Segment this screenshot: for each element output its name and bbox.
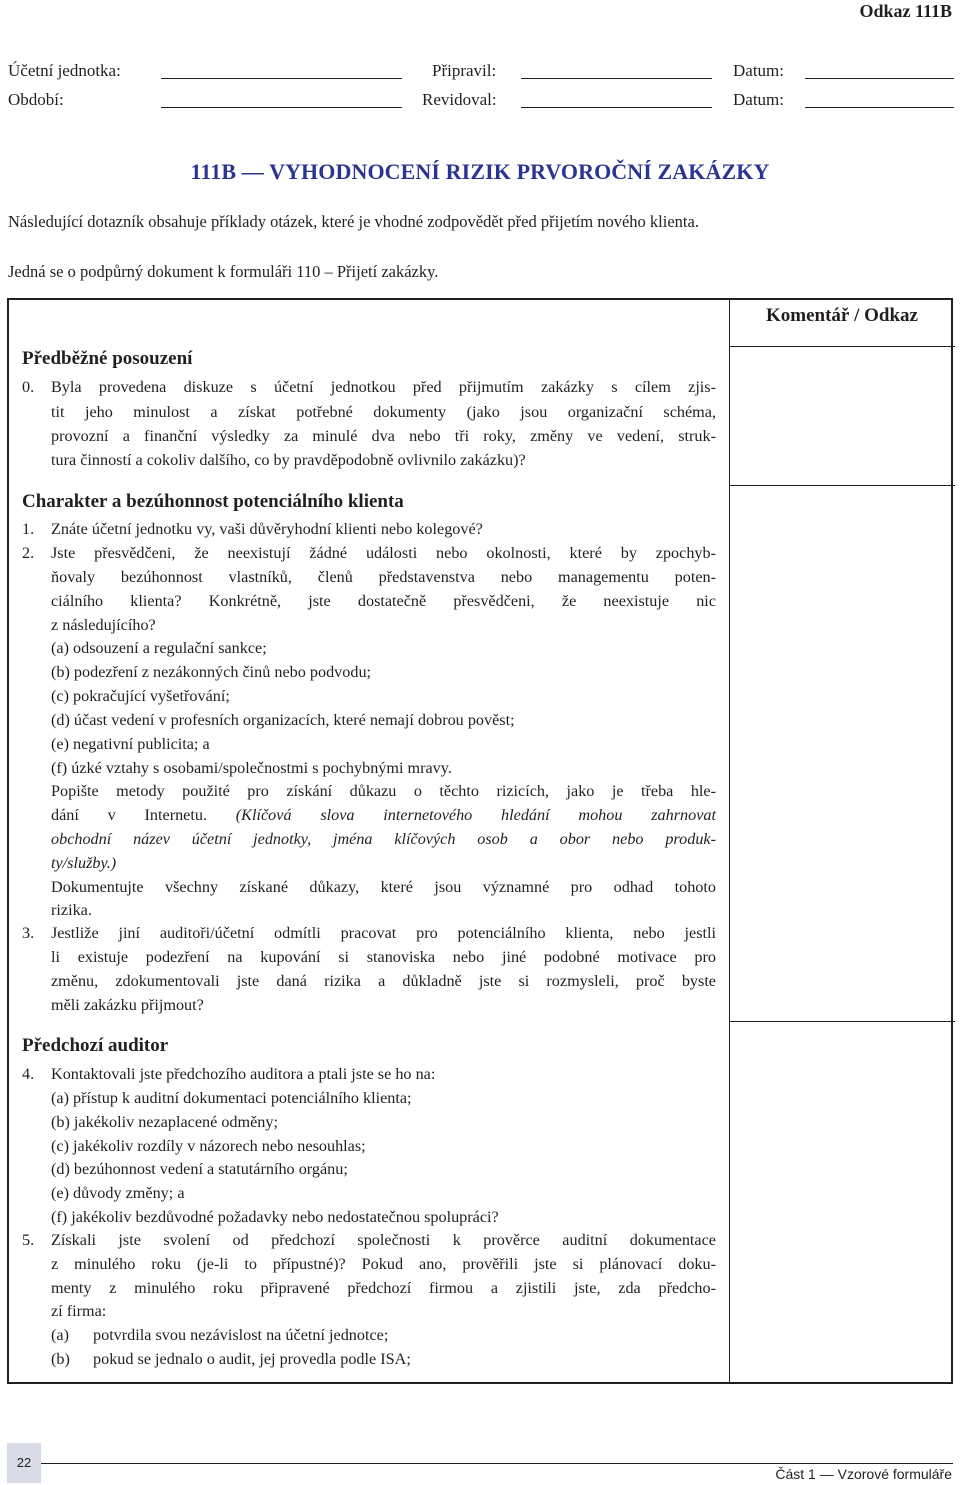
question-5-item-b: pokud se jednalo o audit, jej provedla podle ISA; bbox=[93, 1350, 411, 1368]
question-0-line-3: provozní a finanční výsledky za minulé dva nebo tři roky, změny ve vedení, struk- bbox=[51, 427, 716, 445]
footer-text: Část 1 — Vzorové formuláře bbox=[775, 1466, 952, 1482]
question-number-5: 5. bbox=[22, 1231, 35, 1249]
comment-row-rule-2 bbox=[729, 1021, 955, 1022]
footer-rule bbox=[41, 1463, 953, 1464]
comment-header-rule bbox=[729, 346, 955, 347]
question-5-line-2: z minulého roku (je-li to přípustné)? Pokud ano, prověřili jste si plánovací doku- bbox=[51, 1255, 716, 1273]
question-0-line-1: Byla provedena diskuze s účetní jednotkou před přijmutím zakázky s cílem zjis- bbox=[51, 378, 716, 396]
question-5-line-4: zí firma: bbox=[51, 1302, 107, 1320]
question-4-item-d: (d) bezúhonnost vedení a statutárního orgánu; bbox=[51, 1160, 348, 1178]
period-label: Období: bbox=[8, 90, 64, 109]
question-2-line-2: ňovaly bezúhonnost vlastníků, členů představenstva nebo managementu poten- bbox=[51, 568, 716, 586]
date-field-2[interactable] bbox=[805, 107, 954, 108]
question-2-item-f: (f) úzké vztahy s osobami/společnostmi s pochybnými mravy. bbox=[51, 759, 452, 777]
question-2-methods-line-1: Popište metody použité pro získání důkazu o těchto rizicích, jako je třeba hle- bbox=[51, 782, 716, 800]
question-number-4: 4. bbox=[22, 1065, 35, 1083]
intro-line-2: Jedná se o podpůrný dokument k formuláři 110 – Přijetí zakázky. bbox=[8, 262, 439, 281]
question-4-item-b: (b) jakékoliv nezaplacené odměny; bbox=[51, 1113, 278, 1131]
intro-line-1: Následující dotazník obsahuje příklady otázek, které je vhodné zodpovědět před přijetím nového klienta. bbox=[8, 212, 699, 231]
question-number-0: 0. bbox=[22, 378, 35, 396]
question-4-line-1: Kontaktovali jste předchozího auditora a ptali jste se ho na: bbox=[51, 1065, 436, 1083]
reviewed-field[interactable] bbox=[521, 107, 712, 108]
question-0-line-4: tura činností a cokoliv dalšího, co by pravděpodobně ovlivnilo zakázku)? bbox=[51, 451, 526, 469]
question-5-line-3: menty z minulého roku připravené předchozí firmou a zjistili jste, zda předcho- bbox=[51, 1279, 716, 1297]
section-heading-previous-auditor: Předchozí auditor bbox=[22, 1035, 169, 1056]
comment-column-header: Komentář / Odkaz bbox=[766, 305, 918, 326]
section-heading-integrity: Charakter a bezúhonnost potenciálního klienta bbox=[22, 491, 404, 512]
question-4-item-f: (f) jakékoliv bezdůvodné požadavky nebo nedostatečnou spolupráci? bbox=[51, 1208, 499, 1226]
section-heading-preliminary: Předběžné posouzení bbox=[22, 348, 193, 369]
reviewed-label: Revidoval: bbox=[422, 90, 497, 109]
question-5-line-1: Získali jste svolení od předchozí společnosti k prověrce auditní dokumentace bbox=[51, 1231, 716, 1249]
question-2-line-1: Jste přesvědčeni, že neexistují žádné události nebo okolnosti, které by zpochyb- bbox=[51, 544, 716, 562]
unit-label: Účetní jednotka: bbox=[8, 61, 121, 80]
date-label-2: Datum: bbox=[733, 90, 784, 109]
question-5-item-a-label: (a) bbox=[51, 1326, 69, 1344]
question-5-item-a: potvrdila svou nezávislost na účetní jednotce; bbox=[93, 1326, 389, 1344]
question-2-item-e: (e) negativní publicita; a bbox=[51, 735, 210, 753]
question-2-line-3: ciálního klienta? Konkrétně, jste dostatečně přesvědčeni, že neexistuje nic bbox=[51, 592, 716, 610]
question-2-methods-line-3: obchodní název účetní jednotky, jména klíčových osob a obor nebo produk- bbox=[51, 830, 716, 848]
document-reference: Odkaz 111B bbox=[859, 1, 952, 21]
question-2-document-line-1: Dokumentujte všechny získané důkazy, které jsou významné pro odhad tohoto bbox=[51, 878, 716, 896]
question-3-line-3: změnu, zdokumentovali jste daná rizika a důkladně jste si rozmysleli, proč byste bbox=[51, 972, 716, 990]
question-number-2: 2. bbox=[22, 544, 35, 562]
methods-italic-text: (Klíčová slova internetového hledání mohou zahrnovat bbox=[235, 806, 717, 824]
question-4-item-c: (c) jakékoliv rozdíly v názorech nebo nesouhlas; bbox=[51, 1137, 366, 1155]
question-2-methods-line-4: ty/služby.) bbox=[51, 854, 117, 872]
question-2-item-d: (d) účast vedení v profesních organizacích, které nemají dobrou pověst; bbox=[51, 711, 515, 729]
methods-plain-text: dání v Internetu. bbox=[51, 806, 236, 824]
question-4-item-e: (e) důvody změny; a bbox=[51, 1184, 185, 1202]
period-field[interactable] bbox=[161, 107, 402, 108]
question-2-line-4: z následujícího? bbox=[51, 616, 156, 634]
question-2-item-c: (c) pokračující vyšetřování; bbox=[51, 687, 230, 705]
page-number: 22 bbox=[7, 1443, 41, 1483]
question-2-item-b: (b) podezření z nezákonných činů nebo podvodu; bbox=[51, 663, 372, 681]
question-5-item-b-label: (b) bbox=[51, 1350, 70, 1368]
question-number-1: 1. bbox=[22, 520, 35, 538]
comment-column-divider bbox=[729, 298, 730, 1384]
prepared-field[interactable] bbox=[521, 78, 712, 79]
date-field-1[interactable] bbox=[805, 78, 954, 79]
question-4-item-a: (a) přístup k auditní dokumentaci potenciálního klienta; bbox=[51, 1089, 412, 1107]
question-1-text: Znáte účetní jednotku vy, vaši důvěryhodní klienti nebo kolegové? bbox=[51, 520, 483, 538]
comment-row-rule-1 bbox=[729, 485, 955, 486]
question-3-line-2: li existuje podezření na kupování si stanoviska nebo jiné podobné motivace pro bbox=[51, 948, 716, 966]
question-3-line-1: Jestliže jiní auditoři/účetní odmítli pracovat pro potenciálního klienta, nebo jestli bbox=[51, 924, 716, 942]
prepared-label: Připravil: bbox=[432, 61, 497, 80]
question-number-3: 3. bbox=[22, 924, 35, 942]
date-label-1: Datum: bbox=[733, 61, 784, 80]
question-2-methods-line-2 bbox=[51, 805, 716, 825]
question-2-item-a: (a) odsouzení a regulační sankce; bbox=[51, 639, 267, 657]
question-0-line-2: tit jeho minulost a získat potřebné dokumenty (jako jsou organizační schéma, bbox=[51, 403, 716, 421]
unit-field[interactable] bbox=[161, 78, 402, 79]
question-2-document-line-2: rizika. bbox=[51, 901, 92, 919]
page-title: 111B — VYHODNOCENÍ RIZIK PRVOROČNÍ ZAKÁZKY bbox=[190, 159, 770, 184]
question-3-line-4: měli zakázku přijmout? bbox=[51, 996, 204, 1014]
